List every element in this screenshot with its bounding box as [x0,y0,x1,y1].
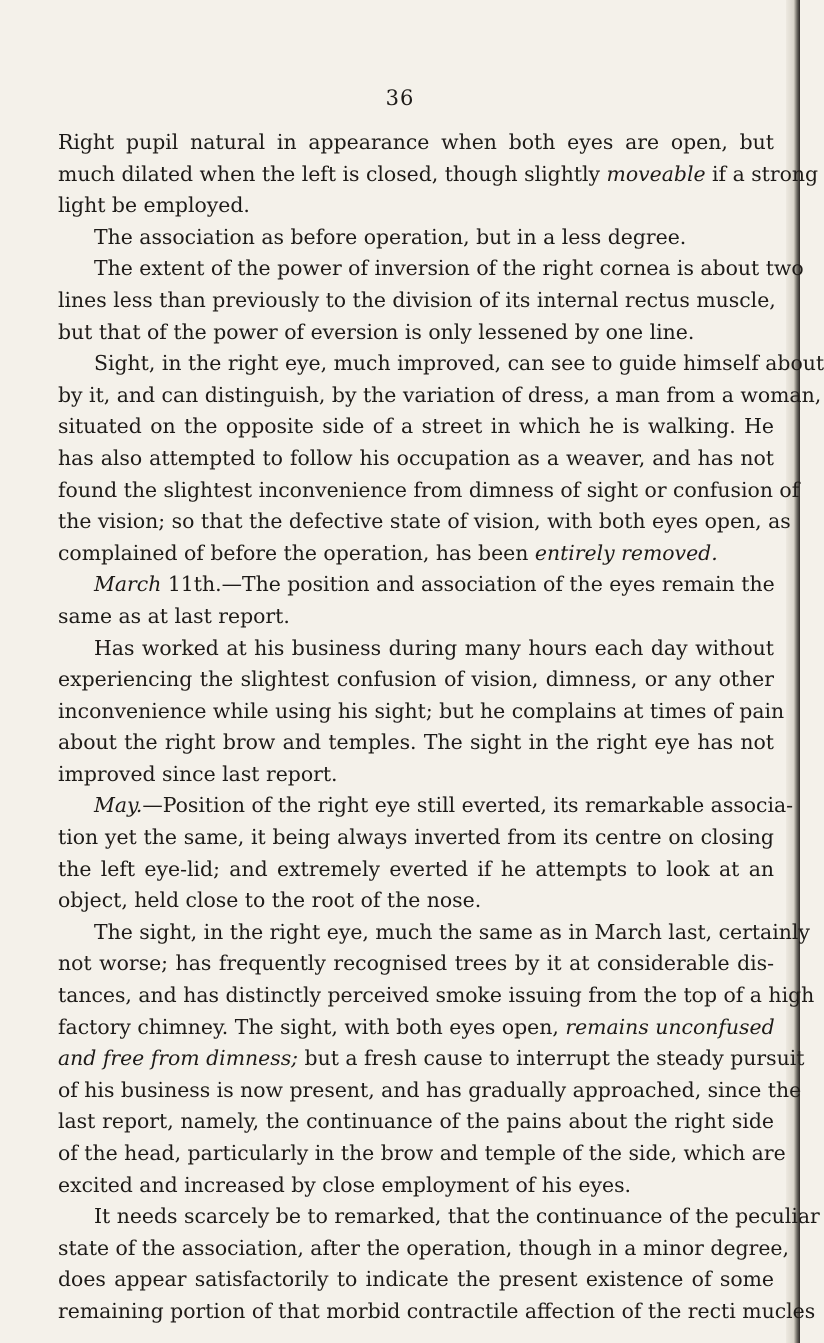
line-text: does appear satisfactorily to indicate the present existence of some [58,1267,774,1292]
line-text: Has worked at his business during many hours each day without [94,635,774,660]
line-text: object, held close to the root of the nose. [58,888,482,913]
text-line [58,475,800,507]
line-text: Right pupil natural in appearance when both eyes are open, but [58,130,774,154]
text-line [58,443,774,475]
line-text: factory chimney. The sight, with both eyes open, [58,1014,566,1039]
text-line [58,253,804,285]
text-line [58,1138,786,1170]
line-text: The association as before operation, but in a less degree. [94,224,687,249]
line-text: if a strong [705,161,819,186]
text-line [58,538,774,570]
italic-text: remains unconfused [565,1014,775,1039]
text-line [58,1170,774,1202]
line-text: inconvenience while using his sight; but he complains at times of pain [58,698,785,723]
italic-text: moveable [606,161,706,186]
line-text: remaining portion of that morbid contractile affection of the recti mucles [58,1298,816,1323]
line-text: light be employed. [58,193,250,218]
line-text: The extent of the power of inversion of the right cornea is about two [94,256,804,281]
text-line [58,822,774,854]
text-line [58,759,774,791]
text-line [58,633,774,665]
text-line [58,127,774,159]
line-text: found the slightest inconvenience from dimness of sight or confusion of [58,477,800,502]
line-text: state of the association, after the operation, though in a minor degree, [58,1235,789,1260]
text-line [58,917,810,949]
line-text: last report, namely, the continuance of the pains about the right side [58,1109,774,1134]
text-line [58,222,774,254]
text-line [58,980,815,1012]
line-text: lines less than previously to the division of its internal rectus muscle, [58,287,776,312]
line-text: 11th.—The position and association of the eyes remain the [161,572,775,597]
line-text: improved since last report. [58,761,338,786]
italic-text: March [94,572,162,597]
text-line [58,190,774,222]
text-line [58,885,774,917]
line-text: much dilated when the left is closed, though slightly [58,161,607,186]
text-line [58,569,774,601]
line-text: tances, and has distinctly perceived smoke issuing from the top of a high [58,983,815,1008]
italic-text: May. [94,793,143,818]
text-line [58,696,785,728]
italic-text: entirely removed. [534,540,718,565]
line-text: complained of before the operation, has been [58,540,535,565]
text-line [58,1075,802,1107]
line-text: excited and increased by close employment of his eyes. [58,1172,632,1197]
line-text: —Position of the right eye still everted, its remarkable associa- [142,793,794,818]
page-number: 36 [385,86,415,110]
line-text: the left eye-lid; and extremely everted if he attempts to look at an [58,856,774,881]
line-text: of his business is now present, and has gradually approached, since the [58,1077,802,1102]
text-line [58,854,774,886]
text-line [58,1106,774,1138]
line-text: not worse; has frequently recognised trees by it at considerable dis- [58,951,774,976]
italic-text: and free from dimness; [58,1046,299,1071]
text-line [58,664,774,696]
line-text: about the right brow and temples. The sight in the right eye has not [58,730,774,755]
text-line [58,727,774,759]
text-line [58,159,819,191]
line-text: The sight, in the right eye, much the same as in March last, certainly [94,919,810,944]
line-text: tion yet the same, it being always inverted from its centre on closing [58,825,774,850]
text-line [58,380,822,412]
text-line [58,1201,820,1233]
line-text: the vision; so that the defective state of vision, with both eyes open, as [58,509,791,534]
text-line [58,1264,774,1296]
line-text: experiencing the slightest confusion of vision, dimness, or any other [58,667,774,692]
text-line [58,1043,805,1075]
text-line [58,285,774,317]
line-text: Sight, in the right eye, much improved, can see to guide himself about [94,351,824,376]
text-line [58,348,824,380]
text-line [58,506,791,538]
text-line [58,317,774,349]
text-line [58,1296,816,1328]
text-line [58,601,774,633]
text-line [58,790,794,822]
page-edge-shadow [786,0,800,1343]
line-text: same as at last report. [58,603,290,628]
line-text: It needs scarcely be to remarked, that the continuance of the peculiar [94,1204,820,1229]
line-text: of the head, particularly in the brow and temple of the side, which are [58,1141,786,1165]
text-line [58,411,774,443]
line-text: situated on the opposite side of a street in which he is walking. He [58,414,774,439]
text-line [58,1012,774,1044]
line-text: but a fresh cause to interrupt the steady pursuit [298,1046,805,1071]
text-line [58,1233,789,1265]
line-text: by it, and can distinguish, by the variation of dress, a man from a woman, [58,382,822,407]
text-line [58,948,774,980]
line-text: has also attempted to follow his occupation as a weaver, and has not [58,445,774,470]
body-text [58,127,824,1328]
line-text: but that of the power of eversion is only lessened by one line. [58,319,695,344]
